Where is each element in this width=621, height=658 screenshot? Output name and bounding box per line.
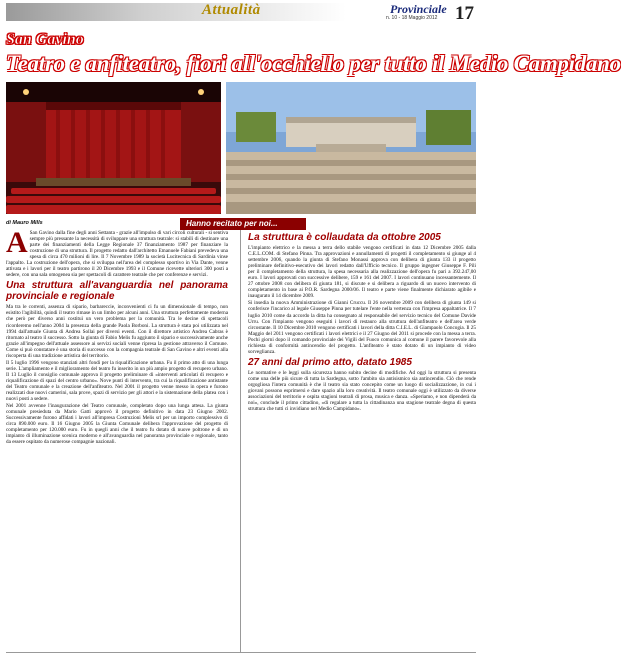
article-kicker: San Gavino <box>6 31 84 48</box>
article-byline: di Mauro Mills <box>6 220 43 226</box>
amphitheatre-photo <box>226 82 476 214</box>
subhead-avanguardia: Una struttura all'avanguardia nel panorama provinciale e regionale <box>6 280 228 303</box>
col2-paragraph-2: Si insedia la nuova Amministrazione di Gianni Cruccu. Il 26 novembre 2009 con delibera di giunta 149 si conferisce l'incarico al legale Giuseppe Pinna per tutelare l'ente nella vertenza con l'impresa appaltatrice. Il 7 luglio 2010 come da accordo la ditta ha consegnato al responsabile del servizio tecnico del Comune Davide Urru. Con l'impianto vengono eseguiti i lavori di restauro alla struttura dell'anfiteatro e dell'area verde circostante. Il 10 Dicembre 2010 vengono certificati i lavori della ditta C.I.E.L. di Giampaolo Concogia. Il 25 Maggio del 2011 vengono certificati i lavori elettrici e il 27 Giugno del 2011 si procede con la messa a terra. Pochi giorni dopo il comando provinciale dei Vigili del Fuoco comunica al comune il parere favorevole alla richiesta di conformità antincendio del progetto. L'anfiteatro è stato dotato di un impianto di video sorveglianza. <box>248 300 476 355</box>
col1-paragraph-3: Il 5 luglio 1996 vengono stanziati altri fondi per la riqualificazione urbana. Fu il primo atto di una lunga serie. L'ampliamento e il miglioramento del teatro fu inserito in un più ampio progetto di recupero urbano. Il 13 Luglio il consiglio comunale approva il progetto preliminare di «interventi articolati di recupero e riqualificazione di spazi del centro urbano». Nove punti di intervento, tra cui la riqualificazione antistante del Teatro comunale e la creazione dell'anfiteatro. Nel 2001 il progetto venne messo in opera e furono realizzati due nuovi camerini, sala prove, spazi di servizio per gli attori e la sistemazione della platea con i nuovi posti a sedere. <box>6 359 228 403</box>
col1-paragraph-2: Ma tra le correnti, assenza di sipario, barbareccie, inconvenienti ci fu un dimensionale di tempo, non esistito l'agibilità, quindi il teatro rimase in un limbo per alcuni anni. Una struttura perfettamente moderna che però per diverso anni costituì un vero problema per la comunità. Tra le decine di spettacoli ricorderemo nell'anno 2004 la presenza della grande Paola Borboni. La struttura è stata poi utilizzata nel 1994 dall'attuale Giunta di Andrea Sollai per diversi eventi. Con il direttore artistico Andrea Cabras è ritornato al teatro il successo. Sotto la giunta di Fabio Melis fu aggiunto il sipario e successivamente anche grazie all'impegno dell'attuale assessore ai servizi sociali venne ripresa la gestione attraverso il Comune. Come si può constatare è una storia di successo con la compagnia teatrale di San Gavino e altri eventi alla riscoperta di una tradizione artistica del territorio. <box>6 304 228 359</box>
col2-paragraph-1: L'impianto elettrico e la messa a terra dello stabile vengono certificati in data 12 Dicembre 2005 dalla C.E.L.COM. di Stefano Pinna. Tra approvazioni e annullamenti di progetti il completamento si giunge al 4 settembre 2006, quando la giunta di Stefano Monassi approva con delibera di giunta 133 il progetto preliminare definitivo-esecutivo dei lavori redatto dall'Ufficio tecnico. Il gruppo ingegner Giuseppe F. Pili per il completamento della struttura, la spesa necessaria alla realizzazione dell'opera fu pari a 392.247,00 euro. I lavori approvati con successive delibere, 159 e 161 del 2007. I lavori continuano incessantemente. Il 27 ottobre 2008 con delibera di giunta 181, si discute e si delibera a riguardo di un nuovo intervento di completamento in base ai P.O.R. Sardegna 2000/06. Il teatro e parte viene finalmente dichiarato agibile e inaugurato il 14 dicembre 2009. <box>248 245 476 300</box>
photo-caption: Hanno recitato per noi... <box>186 219 278 228</box>
page-number: 17 <box>455 3 474 24</box>
col1-text-1: San Gavino dalla fine degli anni Settanta - grazie all'impulso di vari circoli culturali - si sentiva sempre più pressante la necessità di sviluppare una struttura teatrale: si stabilì di destinare una parte dei finanziamenti della Legge Regionale 37 finanziamento 1987 per finanziare la costruzione di una struttura. Il progetto redatto dall'architetto Emanuele Fabiani prevedeva una spesa di circa 470 milioni di lire. Il 7 Novembre 1989 la società Lucitecnica di Sardinia vinse l'appalto. La costruzione dell'opera, che si sviluppa nell'area del complesso sportivo in Via Dante, venne attivata e i lavori per il teatro partirono il 20 Dicembre 1993 e il Comune ricevette ulteriori 300 posti a sedere, con una sala omogenea sia per spettacoli di carattere teatrale che per conferenze e servizi. <box>6 230 228 279</box>
article-column-2 <box>248 230 476 413</box>
article-column-1 <box>6 226 228 446</box>
drop-cap: A <box>6 226 28 259</box>
col1-paragraph-4: Nel 2001 avvenne l'inaugurazione del Teatro comunale, completato dopo una lunga attesa. La giunta comunale presieduta da Mario Gatti approvò il progetto definitivo in data 23 Giugno 2002. Successivamente furono affidati i lavori all'impresa Costruzioni Melis srl per un importo complessivo di circa 890.000 euro. Il 16 Giugno 2005 la Giunta Comunale delibera l'approvazione del progetto di completamento per 120.000 euro. Fu in quegli anni che il teatro fu dotato di nuove poltrone e di un impianto di illuminazione scenica moderno e all'avanguardia nel panorama provinciale e regionale, tanto da essere ospitato da numerose compagnie nazionali. <box>6 403 228 446</box>
section-title: Attualità <box>202 2 261 18</box>
article-headline: Teatro e anfiteatro, fiori all'occhiello per tutto il Medio Campidano <box>6 51 621 76</box>
theatre-stage-image <box>6 82 221 214</box>
col1-paragraph-1 <box>6 226 228 279</box>
col2-paragraph-3: Le normative e le leggi sulla sicurezza hanno subito decine di modifiche. Ad oggi la struttura si presenta come una delle più sicure di tutta la Sardegna, sotto l'ambito sia antisismico sia antincendio. Ciò che rende orgogliosa l'intera comunità è che il teatro sia stato concepito come un luogo di socializzazione, in cui i giovani possono esprimersi e dare spazio alla loro creatività. Il teatro comunale oggi è utilizzato da diverse associazioni del territorio e ospita stagioni teatrali di prosa, musica e danza. «Speriamo, e non dipenderà da noi», conclude il primo cittadino, «di regalare a tutta la cittadinanza una stagione teatrale degna di questa struttura che tutti ci invidiano nel Medio Campidano». <box>248 369 476 413</box>
brand-logo: Provinciale <box>390 2 447 16</box>
column-divider <box>240 230 241 652</box>
subhead-collaudata: La struttura è collaudata da ottobre 2005 <box>248 232 441 243</box>
theatre-stage-photo <box>6 82 221 214</box>
issue-info: n. 10 - 18 Maggio 2012 <box>386 15 438 21</box>
footer-rule <box>6 652 476 653</box>
section-banner <box>6 3 346 21</box>
subhead-27-anni: 27 anni dal primo atto, datato 1985 <box>248 356 412 368</box>
page-header <box>0 0 482 24</box>
amphitheatre-image <box>226 82 476 214</box>
